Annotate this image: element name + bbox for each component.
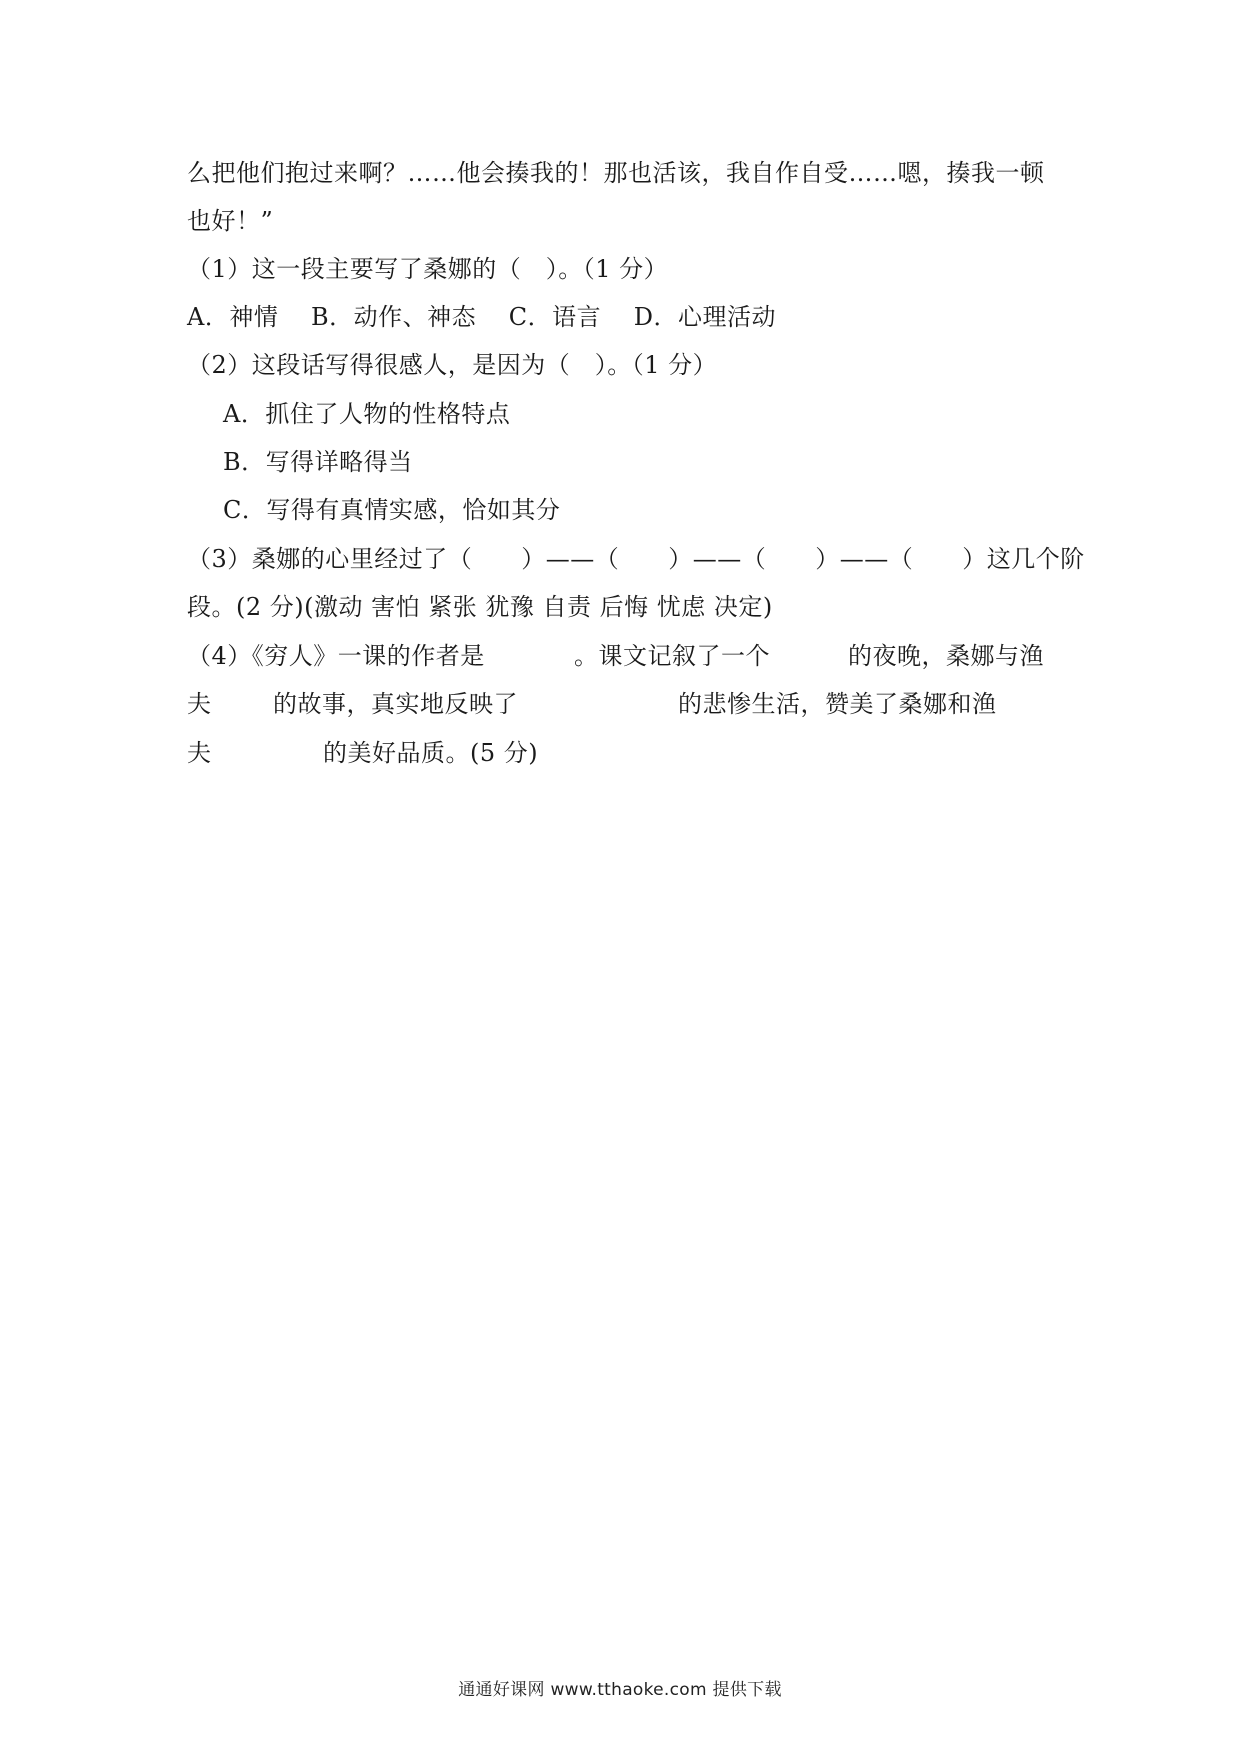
question-4-line-2-a: 夫 bbox=[187, 690, 212, 718]
question-4-line-1-c: 的夜晚，桑娜与渔 bbox=[848, 642, 1044, 670]
question-2-stem: （2）这段话写得很感人，是因为（ ）。（1 分） bbox=[187, 351, 718, 379]
question-4-line-1-b: 。课文记叙了一个 bbox=[574, 642, 770, 670]
question-4-line-2-b: 的故事，真实地反映了 bbox=[273, 690, 518, 718]
question-3-line-1: （3）桑娜的心里经过了（ ）——（ ）——（ ）——（ ）这几个阶 bbox=[187, 545, 1085, 573]
question-2-option-b: B．写得详略得当 bbox=[223, 448, 413, 476]
question-4-line-3-b: 的美好品质。(5 分) bbox=[323, 739, 539, 767]
question-4-line-2-c: 的悲惨生活，赞美了桑娜和渔 bbox=[678, 690, 997, 718]
question-2-option-a: A．抓住了人物的性格特点 bbox=[223, 400, 511, 428]
passage-line-1: 么把他们抱过来啊？……他会揍我的！那也活该，我自作自受……嗯，揍我一顿 bbox=[187, 159, 1045, 187]
question-2-option-c: C．写得有真情实感，恰如其分 bbox=[223, 496, 561, 524]
question-1-stem: （1）这一段主要写了桑娜的（ ）。（1 分） bbox=[187, 255, 669, 283]
question-1-options: A．神情 B．动作、神态 C．语言 D．心理活动 bbox=[187, 303, 776, 331]
page-footer: 通通好课网 www.tthaoke.com 提供下载 bbox=[458, 1680, 782, 1700]
question-4-line-1-a: （4）《穷人》一课的作者是 bbox=[187, 642, 485, 670]
question-3-line-2: 段。(2 分)(激动 害怕 紧张 犹豫 自责 后悔 忧虑 决定) bbox=[187, 593, 773, 621]
passage-line-2: 也好！” bbox=[187, 207, 274, 235]
question-4-line-3-a: 夫 bbox=[187, 739, 212, 767]
